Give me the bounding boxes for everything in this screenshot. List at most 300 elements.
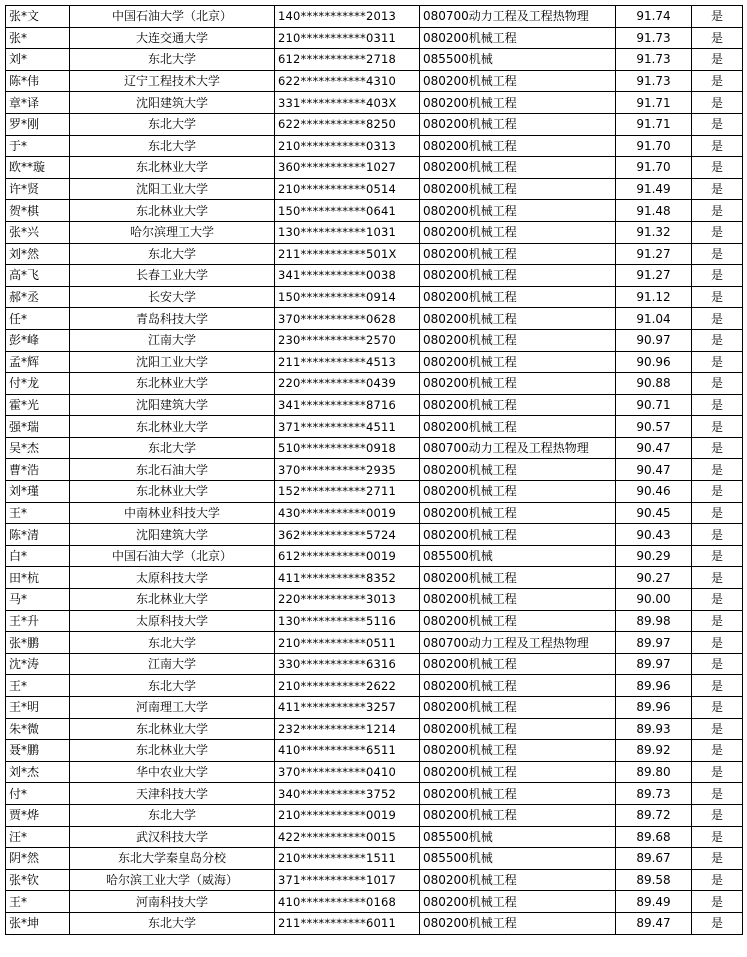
major-cell: 080200机械工程 <box>420 135 616 157</box>
student-name-cell: 许*贤 <box>6 178 70 200</box>
table-body <box>6 6 743 935</box>
qualified-flag-cell: 是 <box>692 70 743 92</box>
table-row <box>6 718 743 740</box>
table-row <box>6 545 743 567</box>
student-name-cell: 朱*微 <box>6 718 70 740</box>
school-cell: 沈阳建筑大学 <box>70 92 275 114</box>
school-cell: 东北大学 <box>70 912 275 934</box>
table-row <box>6 589 743 611</box>
qualified-flag-cell: 是 <box>692 6 743 28</box>
id-number-cell: 210***********2622 <box>275 675 420 697</box>
school-cell: 东北大学 <box>70 675 275 697</box>
score-cell: 91.73 <box>616 27 692 49</box>
table-row <box>6 373 743 395</box>
table-row <box>6 27 743 49</box>
id-number-cell: 410***********6511 <box>275 740 420 762</box>
id-number-cell: 370***********0628 <box>275 308 420 330</box>
score-cell: 89.58 <box>616 869 692 891</box>
id-number-cell: 331***********403X <box>275 92 420 114</box>
student-name-cell: 付*龙 <box>6 373 70 395</box>
major-cell: 080700动力工程及工程热物理 <box>420 6 616 28</box>
id-number-cell: 210***********0019 <box>275 804 420 826</box>
id-number-cell: 210***********0313 <box>275 135 420 157</box>
student-name-cell: 聂*鹏 <box>6 740 70 762</box>
student-name-cell: 王* <box>6 502 70 524</box>
score-cell: 89.96 <box>616 675 692 697</box>
qualified-flag-cell: 是 <box>692 27 743 49</box>
score-cell: 89.47 <box>616 912 692 934</box>
score-cell: 91.70 <box>616 135 692 157</box>
school-cell: 东北大学 <box>70 135 275 157</box>
table-row <box>6 459 743 481</box>
student-name-cell: 付* <box>6 783 70 805</box>
major-cell: 080200机械工程 <box>420 481 616 503</box>
school-cell: 长春工业大学 <box>70 265 275 287</box>
score-cell: 89.49 <box>616 891 692 913</box>
score-cell: 90.47 <box>616 459 692 481</box>
school-cell: 沈阳工业大学 <box>70 351 275 373</box>
id-number-cell: 411***********3257 <box>275 697 420 719</box>
major-cell: 080200机械工程 <box>420 653 616 675</box>
table-row <box>6 221 743 243</box>
qualified-flag-cell: 是 <box>692 610 743 632</box>
major-cell: 080200机械工程 <box>420 373 616 395</box>
table-row <box>6 804 743 826</box>
school-cell: 青岛科技大学 <box>70 308 275 330</box>
id-number-cell: 220***********0439 <box>275 373 420 395</box>
table-row <box>6 200 743 222</box>
qualified-flag-cell: 是 <box>692 286 743 308</box>
student-name-cell: 张*坤 <box>6 912 70 934</box>
major-cell: 080200机械工程 <box>420 221 616 243</box>
qualified-flag-cell: 是 <box>692 243 743 265</box>
table-row <box>6 92 743 114</box>
student-name-cell: 陈*伟 <box>6 70 70 92</box>
school-cell: 东北林业大学 <box>70 718 275 740</box>
student-name-cell: 刘*瑾 <box>6 481 70 503</box>
table-row <box>6 783 743 805</box>
id-number-cell: 612***********2718 <box>275 49 420 71</box>
qualified-flag-cell: 是 <box>692 589 743 611</box>
table-row <box>6 567 743 589</box>
student-name-cell: 张*鹏 <box>6 632 70 654</box>
qualified-flag-cell: 是 <box>692 718 743 740</box>
table-row <box>6 351 743 373</box>
score-cell: 91.32 <box>616 221 692 243</box>
student-name-cell: 贾*烨 <box>6 804 70 826</box>
id-number-cell: 210***********0311 <box>275 27 420 49</box>
score-cell: 91.04 <box>616 308 692 330</box>
school-cell: 东北林业大学 <box>70 481 275 503</box>
major-cell: 080200机械工程 <box>420 502 616 524</box>
school-cell: 辽宁工程技术大学 <box>70 70 275 92</box>
school-cell: 大连交通大学 <box>70 27 275 49</box>
major-cell: 080200机械工程 <box>420 761 616 783</box>
qualified-flag-cell: 是 <box>692 869 743 891</box>
school-cell: 东北林业大学 <box>70 373 275 395</box>
qualified-flag-cell: 是 <box>692 308 743 330</box>
score-cell: 89.98 <box>616 610 692 632</box>
table-row <box>6 6 743 28</box>
id-number-cell: 211***********4513 <box>275 351 420 373</box>
qualified-flag-cell: 是 <box>692 567 743 589</box>
major-cell: 080200机械工程 <box>420 589 616 611</box>
major-cell: 080200机械工程 <box>420 113 616 135</box>
school-cell: 太原科技大学 <box>70 610 275 632</box>
major-cell: 080200机械工程 <box>420 243 616 265</box>
table-row <box>6 308 743 330</box>
table-row <box>6 675 743 697</box>
student-name-cell: 汪* <box>6 826 70 848</box>
id-number-cell: 370***********2935 <box>275 459 420 481</box>
qualified-flag-cell: 是 <box>692 394 743 416</box>
score-cell: 89.96 <box>616 697 692 719</box>
id-number-cell: 340***********3752 <box>275 783 420 805</box>
score-cell: 90.71 <box>616 394 692 416</box>
major-cell: 080200机械工程 <box>420 286 616 308</box>
table-row <box>6 394 743 416</box>
qualified-flag-cell: 是 <box>692 351 743 373</box>
qualified-flag-cell: 是 <box>692 92 743 114</box>
score-cell: 90.57 <box>616 416 692 438</box>
table-row <box>6 481 743 503</box>
major-cell: 085500机械 <box>420 826 616 848</box>
id-number-cell: 422***********0015 <box>275 826 420 848</box>
school-cell: 东北大学 <box>70 437 275 459</box>
id-number-cell: 370***********0410 <box>275 761 420 783</box>
student-name-cell: 郝*丞 <box>6 286 70 308</box>
student-name-cell: 霍*光 <box>6 394 70 416</box>
id-number-cell: 341***********0038 <box>275 265 420 287</box>
school-cell: 东北大学 <box>70 49 275 71</box>
qualified-flag-cell: 是 <box>692 697 743 719</box>
table-row <box>6 416 743 438</box>
student-name-cell: 陈*清 <box>6 524 70 546</box>
major-cell: 080200机械工程 <box>420 740 616 762</box>
qualified-flag-cell: 是 <box>692 783 743 805</box>
table-row <box>6 632 743 654</box>
id-number-cell: 150***********0914 <box>275 286 420 308</box>
school-cell: 东北大学秦皇岛分校 <box>70 848 275 870</box>
school-cell: 东北大学 <box>70 804 275 826</box>
id-number-cell: 411***********8352 <box>275 567 420 589</box>
table-row <box>6 891 743 913</box>
major-cell: 080200机械工程 <box>420 92 616 114</box>
major-cell: 085500机械 <box>420 545 616 567</box>
score-cell: 90.43 <box>616 524 692 546</box>
score-cell: 90.46 <box>616 481 692 503</box>
school-cell: 沈阳建筑大学 <box>70 524 275 546</box>
major-cell: 080200机械工程 <box>420 697 616 719</box>
qualified-flag-cell: 是 <box>692 157 743 179</box>
school-cell: 江南大学 <box>70 653 275 675</box>
id-number-cell: 510***********0918 <box>275 437 420 459</box>
student-name-cell: 刘*杰 <box>6 761 70 783</box>
id-number-cell: 362***********5724 <box>275 524 420 546</box>
student-name-cell: 章*译 <box>6 92 70 114</box>
score-cell: 91.48 <box>616 200 692 222</box>
school-cell: 东北林业大学 <box>70 200 275 222</box>
table-row <box>6 848 743 870</box>
score-cell: 91.27 <box>616 243 692 265</box>
qualified-flag-cell: 是 <box>692 178 743 200</box>
major-cell: 080200机械工程 <box>420 351 616 373</box>
student-name-cell: 王* <box>6 675 70 697</box>
student-name-cell: 彭*峰 <box>6 329 70 351</box>
id-number-cell: 230***********2570 <box>275 329 420 351</box>
qualified-flag-cell: 是 <box>692 437 743 459</box>
qualified-flag-cell: 是 <box>692 49 743 71</box>
student-name-cell: 沈*涛 <box>6 653 70 675</box>
student-name-cell: 王*明 <box>6 697 70 719</box>
id-number-cell: 330***********6316 <box>275 653 420 675</box>
table-row <box>6 826 743 848</box>
table-row <box>6 653 743 675</box>
qualified-flag-cell: 是 <box>692 848 743 870</box>
id-number-cell: 152***********2711 <box>275 481 420 503</box>
major-cell: 080200机械工程 <box>420 200 616 222</box>
student-name-cell: 吴*杰 <box>6 437 70 459</box>
qualified-flag-cell: 是 <box>692 373 743 395</box>
school-cell: 哈尔滨工业大学（威海） <box>70 869 275 891</box>
major-cell: 080200机械工程 <box>420 157 616 179</box>
school-cell: 东北大学 <box>70 632 275 654</box>
student-name-cell: 刘* <box>6 49 70 71</box>
score-cell: 90.96 <box>616 351 692 373</box>
score-cell: 91.71 <box>616 113 692 135</box>
school-cell: 江南大学 <box>70 329 275 351</box>
table-row <box>6 286 743 308</box>
id-number-cell: 360***********1027 <box>275 157 420 179</box>
score-cell: 90.29 <box>616 545 692 567</box>
qualified-flag-cell: 是 <box>692 632 743 654</box>
id-number-cell: 130***********5116 <box>275 610 420 632</box>
qualified-flag-cell: 是 <box>692 481 743 503</box>
student-name-cell: 任* <box>6 308 70 330</box>
qualified-flag-cell: 是 <box>692 459 743 481</box>
score-cell: 89.92 <box>616 740 692 762</box>
student-name-cell: 张* <box>6 27 70 49</box>
major-cell: 080200机械工程 <box>420 869 616 891</box>
table-row <box>6 243 743 265</box>
id-number-cell: 410***********0168 <box>275 891 420 913</box>
admission-list-table <box>5 5 743 935</box>
student-name-cell: 高*飞 <box>6 265 70 287</box>
score-cell: 91.70 <box>616 157 692 179</box>
table-row <box>6 761 743 783</box>
score-cell: 89.97 <box>616 653 692 675</box>
major-cell: 080200机械工程 <box>420 567 616 589</box>
table-row <box>6 437 743 459</box>
table-row <box>6 912 743 934</box>
qualified-flag-cell: 是 <box>692 653 743 675</box>
id-number-cell: 140***********2013 <box>275 6 420 28</box>
school-cell: 东北林业大学 <box>70 589 275 611</box>
student-name-cell: 欧**璇 <box>6 157 70 179</box>
major-cell: 085500机械 <box>420 848 616 870</box>
id-number-cell: 211***********501X <box>275 243 420 265</box>
school-cell: 沈阳建筑大学 <box>70 394 275 416</box>
score-cell: 90.97 <box>616 329 692 351</box>
table-row <box>6 610 743 632</box>
school-cell: 沈阳工业大学 <box>70 178 275 200</box>
score-cell: 89.93 <box>616 718 692 740</box>
major-cell: 080200机械工程 <box>420 394 616 416</box>
id-number-cell: 210***********0511 <box>275 632 420 654</box>
major-cell: 080200机械工程 <box>420 265 616 287</box>
table-row <box>6 329 743 351</box>
major-cell: 080700动力工程及工程热物理 <box>420 437 616 459</box>
qualified-flag-cell: 是 <box>692 113 743 135</box>
table-row <box>6 113 743 135</box>
id-number-cell: 612***********0019 <box>275 545 420 567</box>
qualified-flag-cell: 是 <box>692 675 743 697</box>
score-cell: 90.47 <box>616 437 692 459</box>
qualified-flag-cell: 是 <box>692 502 743 524</box>
qualified-flag-cell: 是 <box>692 221 743 243</box>
major-cell: 080200机械工程 <box>420 27 616 49</box>
student-name-cell: 孟*辉 <box>6 351 70 373</box>
student-name-cell: 于* <box>6 135 70 157</box>
major-cell: 080200机械工程 <box>420 70 616 92</box>
student-name-cell: 曹*浩 <box>6 459 70 481</box>
table-row <box>6 740 743 762</box>
qualified-flag-cell: 是 <box>692 524 743 546</box>
qualified-flag-cell: 是 <box>692 200 743 222</box>
score-cell: 90.45 <box>616 502 692 524</box>
id-number-cell: 371***********4511 <box>275 416 420 438</box>
score-cell: 89.72 <box>616 804 692 826</box>
major-cell: 080200机械工程 <box>420 610 616 632</box>
table-row <box>6 135 743 157</box>
score-cell: 90.00 <box>616 589 692 611</box>
school-cell: 哈尔滨理工大学 <box>70 221 275 243</box>
table-row <box>6 49 743 71</box>
score-cell: 91.71 <box>616 92 692 114</box>
school-cell: 东北大学 <box>70 243 275 265</box>
school-cell: 太原科技大学 <box>70 567 275 589</box>
score-cell: 89.67 <box>616 848 692 870</box>
score-cell: 90.27 <box>616 567 692 589</box>
major-cell: 080200机械工程 <box>420 329 616 351</box>
qualified-flag-cell: 是 <box>692 135 743 157</box>
major-cell: 080200机械工程 <box>420 524 616 546</box>
student-name-cell: 张*兴 <box>6 221 70 243</box>
major-cell: 080200机械工程 <box>420 416 616 438</box>
major-cell: 080200机械工程 <box>420 891 616 913</box>
score-cell: 89.97 <box>616 632 692 654</box>
id-number-cell: 210***********1511 <box>275 848 420 870</box>
student-name-cell: 田*杭 <box>6 567 70 589</box>
score-cell: 91.27 <box>616 265 692 287</box>
score-cell: 90.88 <box>616 373 692 395</box>
score-cell: 91.12 <box>616 286 692 308</box>
qualified-flag-cell: 是 <box>692 329 743 351</box>
table-row <box>6 697 743 719</box>
id-number-cell: 622***********4310 <box>275 70 420 92</box>
id-number-cell: 130***********1031 <box>275 221 420 243</box>
student-name-cell: 马* <box>6 589 70 611</box>
school-cell: 长安大学 <box>70 286 275 308</box>
id-number-cell: 232***********1214 <box>275 718 420 740</box>
qualified-flag-cell: 是 <box>692 416 743 438</box>
school-cell: 中国石油大学（北京） <box>70 545 275 567</box>
qualified-flag-cell: 是 <box>692 804 743 826</box>
school-cell: 华中农业大学 <box>70 761 275 783</box>
school-cell: 中国石油大学（北京） <box>70 6 275 28</box>
score-cell: 91.73 <box>616 70 692 92</box>
table-row <box>6 265 743 287</box>
table-row <box>6 869 743 891</box>
school-cell: 东北林业大学 <box>70 157 275 179</box>
score-cell: 89.73 <box>616 783 692 805</box>
table-row <box>6 178 743 200</box>
major-cell: 080200机械工程 <box>420 718 616 740</box>
table-row <box>6 524 743 546</box>
major-cell: 080200机械工程 <box>420 675 616 697</box>
id-number-cell: 220***********3013 <box>275 589 420 611</box>
qualified-flag-cell: 是 <box>692 740 743 762</box>
id-number-cell: 622***********8250 <box>275 113 420 135</box>
student-name-cell: 贺*棋 <box>6 200 70 222</box>
score-cell: 91.73 <box>616 49 692 71</box>
major-cell: 085500机械 <box>420 49 616 71</box>
qualified-flag-cell: 是 <box>692 545 743 567</box>
major-cell: 080200机械工程 <box>420 783 616 805</box>
major-cell: 080200机械工程 <box>420 178 616 200</box>
student-name-cell: 罗*刚 <box>6 113 70 135</box>
major-cell: 080700动力工程及工程热物理 <box>420 632 616 654</box>
id-number-cell: 211***********6011 <box>275 912 420 934</box>
qualified-flag-cell: 是 <box>692 912 743 934</box>
school-cell: 河南科技大学 <box>70 891 275 913</box>
id-number-cell: 430***********0019 <box>275 502 420 524</box>
id-number-cell: 150***********0641 <box>275 200 420 222</box>
qualified-flag-cell: 是 <box>692 265 743 287</box>
id-number-cell: 210***********0514 <box>275 178 420 200</box>
qualified-flag-cell: 是 <box>692 761 743 783</box>
school-cell: 河南理工大学 <box>70 697 275 719</box>
qualified-flag-cell: 是 <box>692 826 743 848</box>
school-cell: 东北大学 <box>70 113 275 135</box>
student-name-cell: 阴*然 <box>6 848 70 870</box>
major-cell: 080200机械工程 <box>420 804 616 826</box>
table-row <box>6 70 743 92</box>
score-cell: 89.80 <box>616 761 692 783</box>
student-name-cell: 强*瑞 <box>6 416 70 438</box>
student-name-cell: 张*文 <box>6 6 70 28</box>
qualified-flag-cell: 是 <box>692 891 743 913</box>
major-cell: 080200机械工程 <box>420 308 616 330</box>
student-name-cell: 王* <box>6 891 70 913</box>
student-name-cell: 张*钦 <box>6 869 70 891</box>
major-cell: 080200机械工程 <box>420 912 616 934</box>
student-name-cell: 王*升 <box>6 610 70 632</box>
student-name-cell: 白* <box>6 545 70 567</box>
id-number-cell: 341***********8716 <box>275 394 420 416</box>
table-row <box>6 502 743 524</box>
score-cell: 91.49 <box>616 178 692 200</box>
table-row <box>6 157 743 179</box>
school-cell: 东北林业大学 <box>70 740 275 762</box>
id-number-cell: 371***********1017 <box>275 869 420 891</box>
student-name-cell: 刘*然 <box>6 243 70 265</box>
school-cell: 武汉科技大学 <box>70 826 275 848</box>
score-cell: 89.68 <box>616 826 692 848</box>
school-cell: 东北石油大学 <box>70 459 275 481</box>
school-cell: 东北林业大学 <box>70 416 275 438</box>
major-cell: 080200机械工程 <box>420 459 616 481</box>
